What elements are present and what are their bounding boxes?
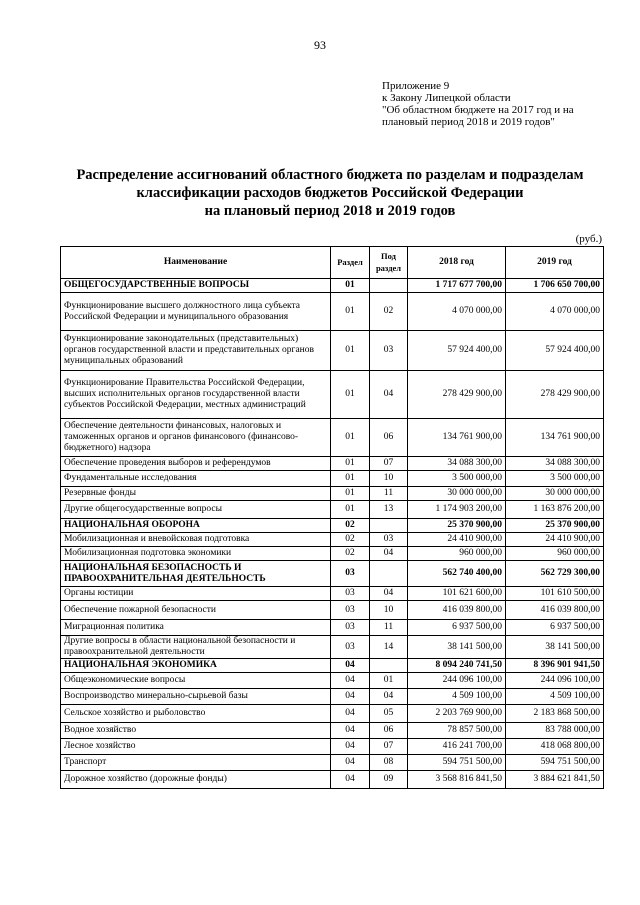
- row-subsection: 03: [370, 533, 408, 547]
- row-amount-2019: 1 706 650 700,00: [506, 279, 604, 293]
- budget-table: [60, 246, 604, 789]
- row-name: Транспорт: [61, 755, 331, 771]
- row-amount-2019: 1 163 876 200,00: [506, 501, 604, 519]
- header-subsection: Под раздел: [370, 247, 408, 279]
- row-section: 03: [331, 561, 370, 587]
- table-row: [61, 279, 604, 293]
- row-subsection: 01: [370, 673, 408, 689]
- row-subsection: 10: [370, 601, 408, 620]
- row-name: Мобилизационная и вневойсковая подготовка: [61, 533, 331, 547]
- header-section: Раздел: [331, 247, 370, 279]
- row-name: Функционирование высшего должностного лица субъекта Российской Федерации и муниципального образования: [61, 293, 331, 331]
- header-2018: 2018 год: [408, 247, 506, 279]
- table-row: [61, 519, 604, 533]
- row-amount-2019: 134 761 900,00: [506, 419, 604, 457]
- row-name: Функционирование законодательных (представительных) органов государственной власти и представительных органов муниципальных образований: [61, 331, 331, 371]
- row-amount-2018: 2 203 769 900,00: [408, 705, 506, 723]
- currency-unit: (руб.): [575, 233, 602, 245]
- table-row: [61, 533, 604, 547]
- row-subsection: [370, 519, 408, 533]
- table-row: [61, 705, 604, 723]
- row-amount-2018: 6 937 500,00: [408, 620, 506, 636]
- row-name: Воспроизводство минерально-сырьевой базы: [61, 689, 331, 705]
- row-section: 03: [331, 636, 370, 659]
- row-amount-2018: 960 000,00: [408, 547, 506, 561]
- row-amount-2018: 3 568 816 841,50: [408, 771, 506, 789]
- row-subsection: 14: [370, 636, 408, 659]
- row-section: 04: [331, 689, 370, 705]
- row-section: 01: [331, 331, 370, 371]
- row-name: Другие вопросы в области национальной безопасности и правоохранительной деятельности: [61, 636, 331, 659]
- appendix-line: к Закону Липецкой области: [382, 92, 511, 104]
- row-subsection: 03: [370, 331, 408, 371]
- table-row: [61, 739, 604, 755]
- table-row: [61, 487, 604, 501]
- table-row: [61, 293, 604, 331]
- title-line: на плановый период 2018 и 2019 годов: [204, 203, 456, 219]
- row-subsection: 08: [370, 755, 408, 771]
- header-name: Наименование: [61, 247, 331, 279]
- table-body: [61, 279, 604, 789]
- row-name: Лесное хозяйство: [61, 739, 331, 755]
- row-amount-2018: 34 088 300,00: [408, 457, 506, 471]
- row-amount-2019: 4 509 100,00: [506, 689, 604, 705]
- row-name: Дорожное хозяйство (дорожные фонды): [61, 771, 331, 789]
- row-amount-2019: 101 610 500,00: [506, 587, 604, 601]
- row-amount-2018: 416 241 700,00: [408, 739, 506, 755]
- row-amount-2019: 57 924 400,00: [506, 331, 604, 371]
- row-section: 04: [331, 659, 370, 673]
- row-amount-2018: 25 370 900,00: [408, 519, 506, 533]
- title-line: классификации расходов бюджетов Российской Федерации: [136, 185, 524, 201]
- row-amount-2019: 24 410 900,00: [506, 533, 604, 547]
- table-row: [61, 601, 604, 620]
- row-amount-2018: 4 509 100,00: [408, 689, 506, 705]
- row-amount-2019: 416 039 800,00: [506, 601, 604, 620]
- row-name: Органы юстиции: [61, 587, 331, 601]
- row-name: Обеспечение проведения выборов и референдумов: [61, 457, 331, 471]
- row-name: Общеэкономические вопросы: [61, 673, 331, 689]
- row-name: Водное хозяйство: [61, 723, 331, 739]
- row-amount-2019: 594 751 500,00: [506, 755, 604, 771]
- appendix-line: "Об областном бюджете на 2017 год и на: [382, 104, 574, 116]
- page-number: 93: [314, 38, 326, 52]
- row-subsection: 06: [370, 723, 408, 739]
- row-name: Обеспечение деятельности финансовых, налоговых и таможенных органов и органов финансового (финансово-бюджетного) надзора: [61, 419, 331, 457]
- row-section: 03: [331, 620, 370, 636]
- table-row: [61, 771, 604, 789]
- appendix-line: плановый период 2018 и 2019 годов": [382, 116, 555, 128]
- table-row: [61, 471, 604, 487]
- table-row: [61, 587, 604, 601]
- row-amount-2019: 3 500 000,00: [506, 471, 604, 487]
- table-row: [61, 620, 604, 636]
- table-row: [61, 419, 604, 457]
- table-row: [61, 636, 604, 659]
- row-subsection: 04: [370, 587, 408, 601]
- row-subsection: 05: [370, 705, 408, 723]
- row-amount-2019: 418 068 800,00: [506, 739, 604, 755]
- row-subsection: 13: [370, 501, 408, 519]
- row-amount-2019: 8 396 901 941,50: [506, 659, 604, 673]
- row-amount-2019: 25 370 900,00: [506, 519, 604, 533]
- row-amount-2019: 38 141 500,00: [506, 636, 604, 659]
- row-name: НАЦИОНАЛЬНАЯ ЭКОНОМИКА: [61, 659, 331, 673]
- appendix-line: Приложение 9: [382, 80, 450, 92]
- header-2019: 2019 год: [506, 247, 604, 279]
- row-section: 04: [331, 673, 370, 689]
- row-amount-2019: 2 183 868 500,00: [506, 705, 604, 723]
- table-row: [61, 673, 604, 689]
- row-section: 03: [331, 601, 370, 620]
- row-amount-2018: 594 751 500,00: [408, 755, 506, 771]
- row-amount-2019: 3 884 621 841,50: [506, 771, 604, 789]
- table-row: [61, 689, 604, 705]
- row-subsection: [370, 561, 408, 587]
- row-amount-2018: 8 094 240 741,50: [408, 659, 506, 673]
- table-row: [61, 547, 604, 561]
- table-row: [61, 501, 604, 519]
- row-amount-2019: 34 088 300,00: [506, 457, 604, 471]
- row-name: Резервные фонды: [61, 487, 331, 501]
- row-name: Другие общегосударственные вопросы: [61, 501, 331, 519]
- table-row: [61, 371, 604, 419]
- row-section: 04: [331, 755, 370, 771]
- row-amount-2018: 1 717 677 700,00: [408, 279, 506, 293]
- row-amount-2019: 562 729 300,00: [506, 561, 604, 587]
- row-amount-2018: 278 429 900,00: [408, 371, 506, 419]
- row-amount-2018: 30 000 000,00: [408, 487, 506, 501]
- row-section: 01: [331, 487, 370, 501]
- row-section: 01: [331, 501, 370, 519]
- table-row: [61, 723, 604, 739]
- row-amount-2018: 134 761 900,00: [408, 419, 506, 457]
- row-amount-2019: 4 070 000,00: [506, 293, 604, 331]
- row-section: 02: [331, 547, 370, 561]
- row-section: 04: [331, 739, 370, 755]
- row-section: 01: [331, 293, 370, 331]
- row-name: Фундаментальные исследования: [61, 471, 331, 487]
- row-amount-2018: 4 070 000,00: [408, 293, 506, 331]
- table-row: [61, 331, 604, 371]
- row-amount-2019: 960 000,00: [506, 547, 604, 561]
- row-name: Миграционная политика: [61, 620, 331, 636]
- row-amount-2018: 38 141 500,00: [408, 636, 506, 659]
- row-subsection: [370, 279, 408, 293]
- row-amount-2018: 57 924 400,00: [408, 331, 506, 371]
- appendix-note: [382, 80, 632, 128]
- row-subsection: 10: [370, 471, 408, 487]
- row-amount-2018: 1 174 903 200,00: [408, 501, 506, 519]
- table-row: [61, 457, 604, 471]
- row-name: Мобилизационная подготовка экономики: [61, 547, 331, 561]
- row-subsection: 11: [370, 487, 408, 501]
- document-title: [30, 166, 630, 220]
- row-subsection: 11: [370, 620, 408, 636]
- row-section: 03: [331, 587, 370, 601]
- row-section: 01: [331, 279, 370, 293]
- row-subsection: 02: [370, 293, 408, 331]
- row-section: 02: [331, 533, 370, 547]
- row-section: 04: [331, 771, 370, 789]
- row-subsection: 04: [370, 371, 408, 419]
- row-amount-2019: 278 429 900,00: [506, 371, 604, 419]
- row-section: 04: [331, 705, 370, 723]
- row-section: 02: [331, 519, 370, 533]
- row-section: 01: [331, 419, 370, 457]
- row-name: НАЦИОНАЛЬНАЯ ОБОРОНА: [61, 519, 331, 533]
- table-row: [61, 755, 604, 771]
- row-amount-2019: 6 937 500,00: [506, 620, 604, 636]
- row-name: Сельское хозяйство и рыболовство: [61, 705, 331, 723]
- row-section: 01: [331, 471, 370, 487]
- table-row: [61, 659, 604, 673]
- row-amount-2018: 78 857 500,00: [408, 723, 506, 739]
- row-name: НАЦИОНАЛЬНАЯ БЕЗОПАСНОСТЬ И ПРАВООХРАНИТЕЛЬНАЯ ДЕЯТЕЛЬНОСТЬ: [61, 561, 331, 587]
- row-amount-2018: 244 096 100,00: [408, 673, 506, 689]
- table-header-row: [61, 247, 604, 279]
- row-amount-2018: 101 621 600,00: [408, 587, 506, 601]
- row-subsection: 07: [370, 739, 408, 755]
- row-name: Функционирование Правительства Российской Федерации, высших исполнительных органов государственной власти субъектов Российской Федерации, местных администраций: [61, 371, 331, 419]
- row-amount-2018: 24 410 900,00: [408, 533, 506, 547]
- row-subsection: 06: [370, 419, 408, 457]
- row-subsection: 09: [370, 771, 408, 789]
- row-subsection: [370, 659, 408, 673]
- row-amount-2018: 562 740 400,00: [408, 561, 506, 587]
- title-line: Распределение ассигнований областного бюджета по разделам и подразделам: [76, 167, 584, 183]
- row-name: Обеспечение пожарной безопасности: [61, 601, 331, 620]
- row-subsection: 04: [370, 689, 408, 705]
- row-section: 01: [331, 371, 370, 419]
- row-subsection: 04: [370, 547, 408, 561]
- row-amount-2019: 30 000 000,00: [506, 487, 604, 501]
- row-amount-2019: 83 788 000,00: [506, 723, 604, 739]
- row-section: 01: [331, 457, 370, 471]
- row-section: 04: [331, 723, 370, 739]
- row-name: ОБЩЕГОСУДАРСТВЕННЫЕ ВОПРОСЫ: [61, 279, 331, 293]
- row-amount-2018: 416 039 800,00: [408, 601, 506, 620]
- row-subsection: 07: [370, 457, 408, 471]
- table-row: [61, 561, 604, 587]
- row-amount-2019: 244 096 100,00: [506, 673, 604, 689]
- row-amount-2018: 3 500 000,00: [408, 471, 506, 487]
